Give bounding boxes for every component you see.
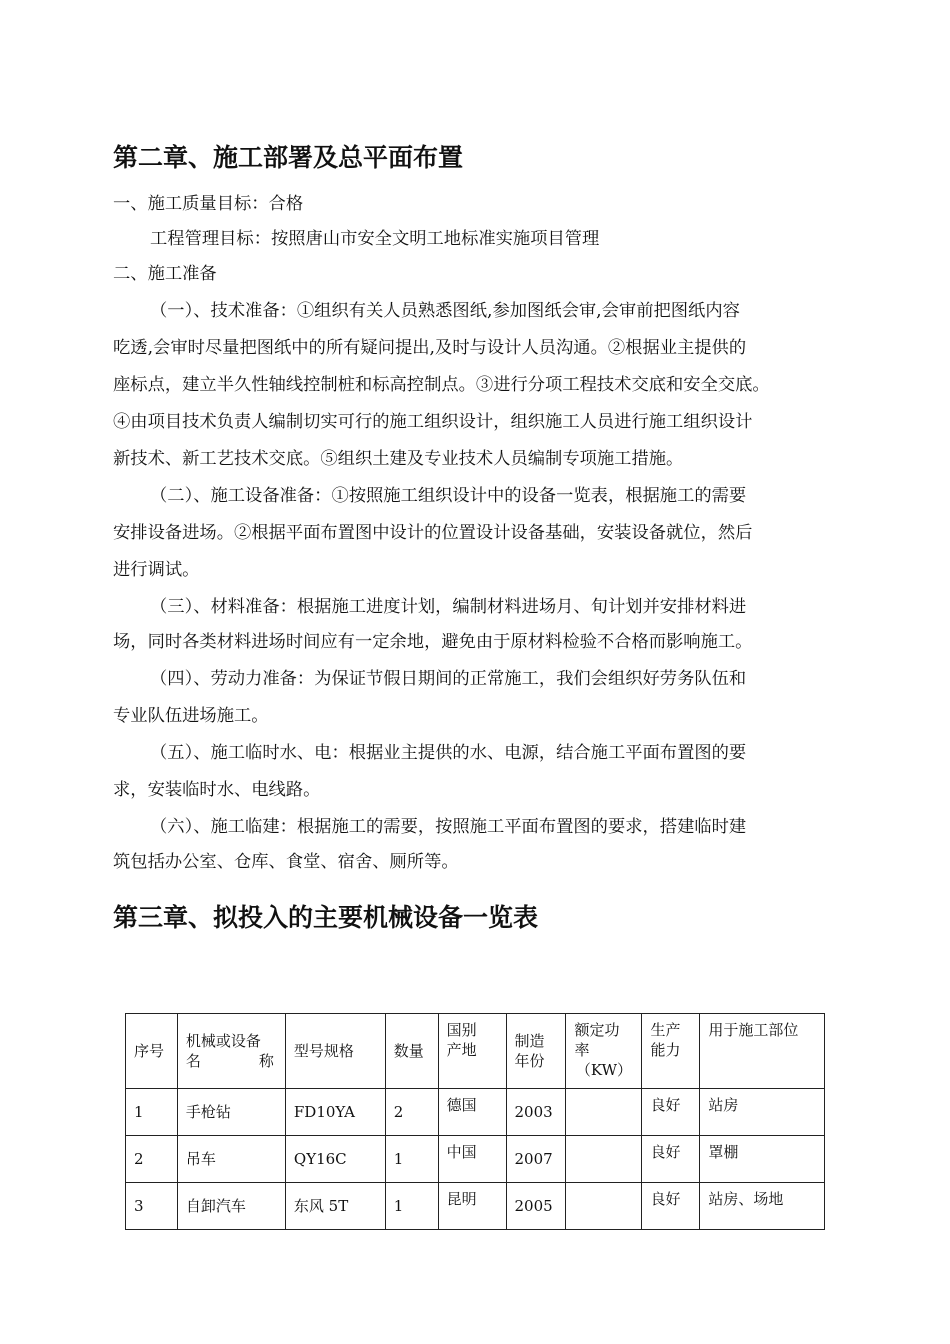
cell-origin: 德国 xyxy=(438,1089,506,1136)
paragraph-line: 新技术、新工艺技术交底。⑤组织土建及专业技术人员编制专项施工措施。 xyxy=(113,449,684,469)
cell-qty: 1 xyxy=(385,1183,438,1230)
cell-name: 手枪钻 xyxy=(177,1089,285,1136)
header-power-line1: 额定功 xyxy=(574,1021,620,1039)
header-qty: 数量 xyxy=(385,1014,438,1089)
table-row xyxy=(126,1183,825,1230)
paragraph-line: 场，同时各类材料进场时间应有一定余地，避免由于原材料检验不合格而影响施工。 xyxy=(113,632,753,652)
paragraph-line: （一）、技术准备：①组织有关人员熟悉图纸,参加图纸会审,会审前把图纸内容 xyxy=(150,301,740,321)
header-capacity-line1: 生产 xyxy=(650,1021,681,1039)
cell-power xyxy=(566,1136,642,1183)
cell-name: 自卸汽车 xyxy=(177,1183,285,1230)
cell-year: 2007 xyxy=(506,1136,566,1183)
paragraph-line: 工程管理目标：按照唐山市安全文明工地标准实施项目管理 xyxy=(150,229,600,249)
header-power xyxy=(566,1014,642,1089)
cell-usage: 站房、场地 xyxy=(700,1183,825,1230)
cell-power xyxy=(566,1183,642,1230)
cell-qty: 2 xyxy=(385,1089,438,1136)
paragraph-line: 安排设备进场。②根据平面布置图中设计的位置设计设备基础，安装设备就位，然后 xyxy=(113,523,753,543)
cell-year: 2003 xyxy=(506,1089,566,1136)
header-model: 型号规格 xyxy=(285,1014,385,1089)
cell-capacity: 良好 xyxy=(642,1183,700,1230)
header-name-b: 称 xyxy=(258,1052,274,1070)
header-name xyxy=(177,1014,285,1089)
paragraph-line: 座标点，建立半久性轴线控制桩和标高控制点。③进行分项工程技术交底和安全交底。 xyxy=(113,375,770,395)
cell-qty: 1 xyxy=(385,1136,438,1183)
header-name-a: 名 xyxy=(185,1052,201,1070)
cell-origin: 昆明 xyxy=(438,1183,506,1230)
cell-year: 2005 xyxy=(506,1183,566,1230)
paragraph-line: ④由项目技术负责人编制切实可行的施工组织设计，组织施工人员进行施工组织设计 xyxy=(113,412,753,432)
cell-name: 吊车 xyxy=(177,1136,285,1183)
paragraph-line: 求，安装临时水、电线路。 xyxy=(113,780,321,800)
header-capacity-line2: 能力 xyxy=(650,1041,681,1059)
table-header-row xyxy=(126,1014,825,1089)
chapter2-title: 第二章、施工部署及总平面布置 xyxy=(113,143,464,172)
paragraph-line: （五）、施工临时水、电：根据业主提供的水、电源，结合施工平面布置图的要 xyxy=(150,743,747,763)
paragraph-line: 二、施工准备 xyxy=(113,264,217,284)
cell-usage: 罩棚 xyxy=(700,1136,825,1183)
cell-seq: 3 xyxy=(126,1183,178,1230)
header-power-line2: 率 xyxy=(574,1041,590,1059)
header-year-line1: 制造 xyxy=(514,1032,545,1050)
paragraph-line: （六）、施工临建：根据施工的需要，按照施工平面布置图的要求，搭建临时建 xyxy=(150,817,747,837)
cell-power xyxy=(566,1089,642,1136)
header-origin xyxy=(438,1014,506,1089)
table-row xyxy=(126,1136,825,1183)
paragraph-line: 一、施工质量目标：合格 xyxy=(113,194,304,214)
cell-capacity: 良好 xyxy=(642,1136,700,1183)
cell-model: 东风 5T xyxy=(285,1183,385,1230)
table-row xyxy=(126,1089,825,1136)
header-year xyxy=(506,1014,566,1089)
cell-model: QY16C xyxy=(285,1136,385,1183)
cell-model: FD10YA xyxy=(285,1089,385,1136)
header-usage: 用于施工部位 xyxy=(700,1014,825,1089)
equipment-table xyxy=(125,1013,825,1230)
paragraph-line: （二）、施工设备准备：①按照施工组织设计中的设备一览表，根据施工的需要 xyxy=(150,486,747,506)
paragraph-line: （四）、劳动力准备：为保证节假日期间的正常施工，我们会组织好劳务队伍和 xyxy=(150,669,747,689)
header-capacity xyxy=(642,1014,700,1089)
header-origin-line1: 国别 xyxy=(446,1021,477,1039)
header-year-line2: 年份 xyxy=(514,1052,545,1070)
header-power-line3: （KW） xyxy=(575,1061,632,1079)
paragraph-line: 筑包括办公室、仓库、食堂、宿舍、厕所等。 xyxy=(113,852,459,872)
header-seq: 序号 xyxy=(126,1014,178,1089)
cell-capacity: 良好 xyxy=(642,1089,700,1136)
cell-origin: 中国 xyxy=(438,1136,506,1183)
chapter3-title: 第三章、拟投入的主要机械设备一览表 xyxy=(113,903,539,932)
paragraph-line: 吃透,会审时尽量把图纸中的所有疑问提出,及时与设计人员沟通。②根据业主提供的 xyxy=(113,338,747,358)
cell-usage: 站房 xyxy=(700,1089,825,1136)
paragraph-line: 专业队伍进场施工。 xyxy=(113,706,269,726)
header-origin-line2: 产地 xyxy=(446,1041,477,1059)
cell-seq: 2 xyxy=(126,1136,178,1183)
header-name-line1: 机械或设备 xyxy=(185,1032,261,1050)
cell-seq: 1 xyxy=(126,1089,178,1136)
paragraph-line: 进行调试。 xyxy=(113,560,200,580)
paragraph-line: （三）、材料准备：根据施工进度计划，编制材料进场月、旬计划并安排材料进 xyxy=(150,597,747,617)
